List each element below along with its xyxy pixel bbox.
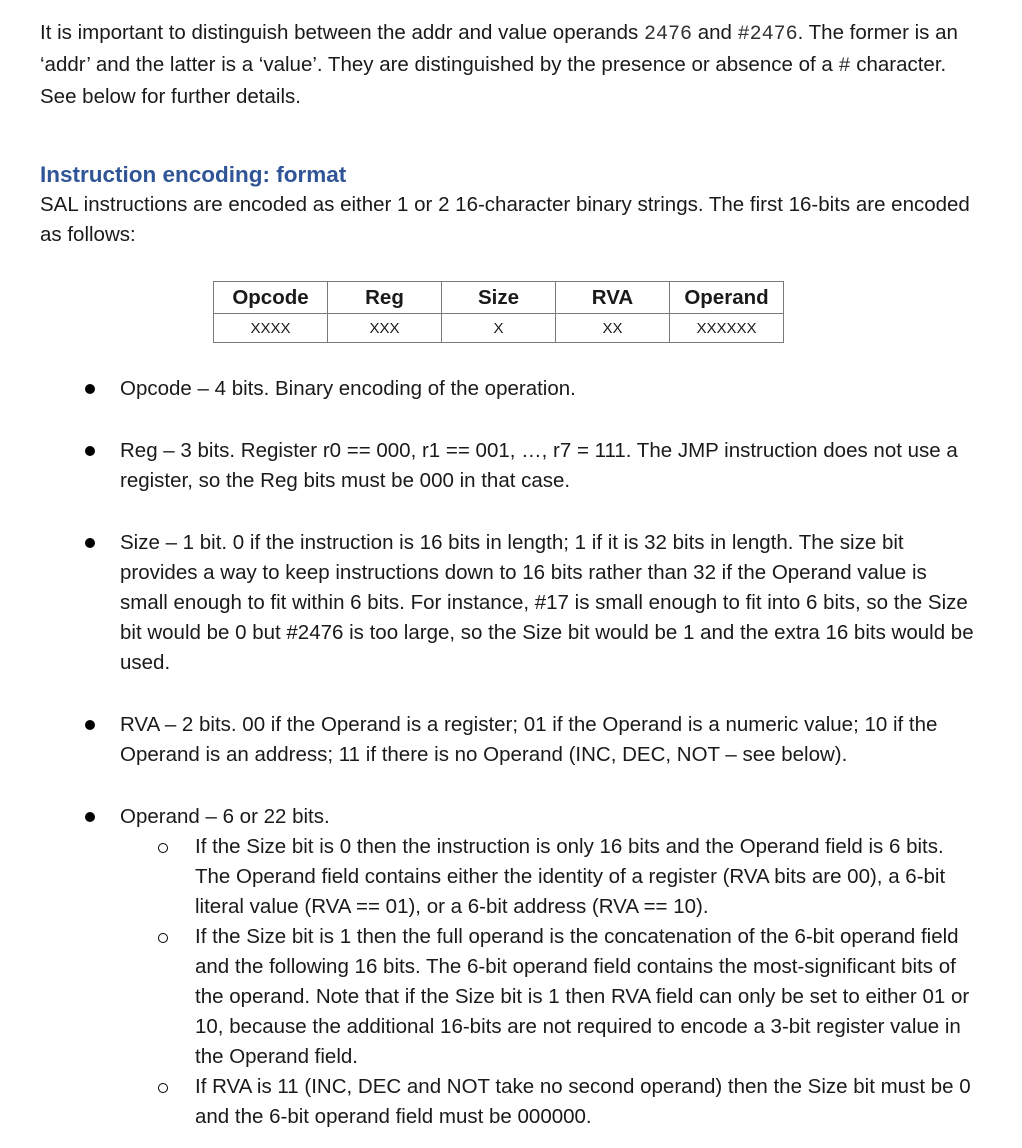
intro-text-3: . The former is an ‘addr’ and the latter is a ‘value’. They are distinguished by the presence or absence of a: [40, 21, 958, 76]
section-heading: Instruction encoding: format: [40, 162, 347, 187]
bullet-reg-text: Reg – 3 bits. Register r0 == 000, r1 == 001, …, r7 = 111. The JMP instruction does not use a register, so the Reg bits must be 000 in that case.: [120, 439, 958, 492]
encoding-description: SAL instructions are encoded as either 1 or 2 16-character binary strings. The first 16-bits are encoded as follows:: [40, 193, 970, 246]
intro-paragraph: [40, 18, 980, 112]
bullet-size-text: Size – 1 bit. 0 if the instruction is 16 bits in length; 1 if it is 32 bits in length. The size bit provides a way to keep instructions down to 16 bits rather than 32 if the Operand value is small enough to fit within 6 bits. For instance, #17 is small enough to fit into 6 bits, so the Size bit would be 0 but #2476 is too large, so the Size bit would be 1 and the extra 16 bits would be used.: [120, 531, 974, 674]
bullet-dot-icon: [85, 538, 95, 548]
header-opcode: Opcode: [214, 282, 328, 314]
bullet-size: [40, 528, 980, 678]
bullet-dot-icon: [85, 720, 95, 730]
bullet-rva-text: RVA – 2 bits. 00 if the Operand is a register; 01 if the Operand is a numeric value; 10 if the Operand is an address; 11 if there is no Operand (INC, DEC, NOT – see below).: [120, 713, 938, 766]
value-opcode: XXXX: [214, 314, 328, 343]
intro-text-1: It is important to distinguish between the addr and value operands: [40, 21, 644, 44]
bullet-opcode: [40, 374, 980, 404]
sub-bullet-size-0-text: If the Size bit is 0 then the instruction is only 16 bits and the Operand field is 6 bits. The Operand field contains either the identity of a register (RVA bits are 00), a 6-bit literal value (RVA == 01), or a 6-bit address (RVA == 10).: [195, 835, 946, 918]
sub-bullet-rva-11-text: If RVA is 11 (INC, DEC and NOT take no second operand) then the Size bit must be 0 and the 6-bit operand field must be 000000.: [195, 1075, 971, 1128]
format-table-wrapper: [213, 281, 980, 343]
value-operand: XXXXXX: [670, 314, 784, 343]
intro-code-value: #2476: [737, 23, 798, 46]
bullet-operand-text: Operand – 6 or 22 bits.: [120, 805, 330, 828]
bullet-dot-icon: [85, 384, 95, 394]
header-reg: Reg: [328, 282, 442, 314]
sub-bullet-circle-icon: [158, 1083, 168, 1093]
sub-bullet-size-1: [120, 922, 980, 1072]
intro-code-addr: 2476: [644, 23, 693, 46]
header-operand: Operand: [670, 282, 784, 314]
sub-bullet-size-1-text: If the Size bit is 1 then the full operand is the concatenation of the 6-bit operand field and the following 16 bits. The 6-bit operand field contains the most-significant bits of the operand. Note that if the Size bit is 1 then RVA field can only be set to either 01 or 10, because the additional 16-bits are not required to encode a 3-bit register value in the Operand field.: [195, 925, 970, 1068]
intro-text-4: character. See below for further details.: [40, 53, 947, 108]
document-page: [40, 18, 980, 1132]
sub-bullet-circle-icon: [158, 843, 168, 853]
format-table-value-row: [214, 314, 784, 343]
sub-bullet-circle-icon: [158, 933, 168, 943]
bullet-opcode-text: Opcode – 4 bits. Binary encoding of the operation.: [120, 377, 576, 400]
bullet-reg: [40, 436, 980, 496]
field-bullet-list: [40, 374, 980, 1132]
header-rva: RVA: [556, 282, 670, 314]
value-reg: XXX: [328, 314, 442, 343]
bullet-operand: [40, 802, 980, 1132]
bullet-dot-icon: [85, 812, 95, 822]
intro-text-2: and: [692, 21, 738, 44]
bullet-dot-icon: [85, 446, 95, 456]
sub-bullet-rva-11: [120, 1072, 980, 1132]
intro-code-hash: #: [838, 55, 851, 78]
sub-bullet-size-0: [120, 832, 980, 922]
value-rva: XX: [556, 314, 670, 343]
bullet-rva: [40, 710, 980, 770]
format-table: [213, 281, 784, 343]
format-table-header-row: [214, 282, 784, 314]
header-size: Size: [442, 282, 556, 314]
value-size: X: [442, 314, 556, 343]
operand-sub-list: [120, 832, 980, 1132]
